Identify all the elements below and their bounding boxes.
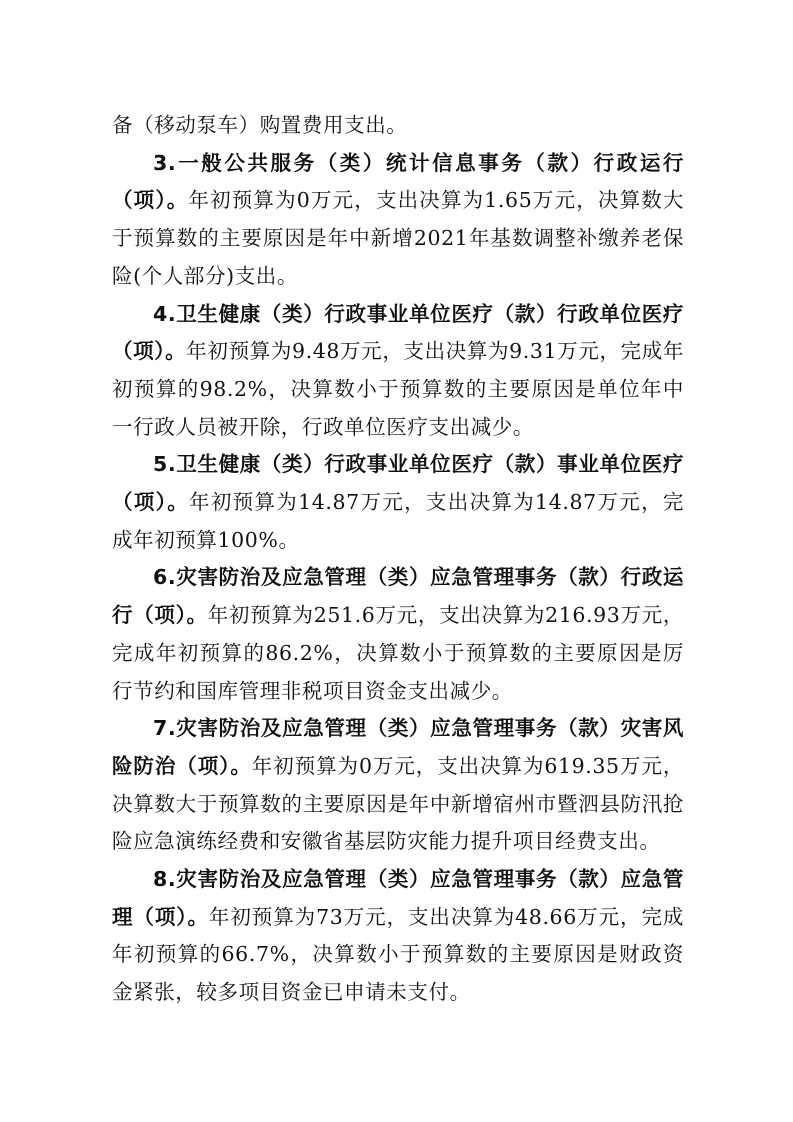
paragraph-item-4 — [112, 296, 684, 447]
paragraph-text: 年初预算为9.48万元，支出决算为9.31万元，完成年初预算的98.2%，决算数小于预算数的主要原因是单位年中一行政人员被开除，行政单位医疗支出减少。 — [112, 339, 684, 439]
paragraph-heading: 8.灾害防治及应急管理（类）应急管理事务（款）应急管理（项）。 — [112, 867, 684, 929]
paragraph-item-8 — [112, 861, 684, 1012]
paragraph-text: 年初预算为0万元，支出决算为1.65万元，决算数大于预算数的主要原因是年中新增2021年基数调整补缴养老保险(个人部分)支出。 — [112, 188, 684, 288]
paragraph-continuation — [112, 107, 684, 145]
paragraph-heading: 7.灾害防治及应急管理（类）应急管理事务（款）灾害风险防治（项）。 — [112, 716, 684, 778]
paragraph-item-5 — [112, 446, 684, 559]
paragraph-text: 年初预算为73万元，支出决算为48.66万元，完成年初预算的66.7%，决算数小于预算数的主要原因是财政资金紧张，较多项目资金已申请未支付。 — [112, 904, 685, 1005]
paragraph-item-3 — [112, 145, 684, 296]
paragraph-heading: 4.卫生健康（类）行政事业单位医疗（款）行政单位医疗（项）。 — [112, 301, 684, 364]
paragraph-text: 年初预算为0万元，支出决算为619.35万元，决算数大于预算数的主要原因是年中新增宿州市暨泗县防汛抢险应急演练经费和安徽省基层防灾能力提升项目经费支出。 — [112, 753, 684, 854]
paragraph-heading: 6.灾害防治及应急管理（类）应急管理事务（款）行政运行（项）。 — [112, 565, 684, 628]
document-body — [112, 107, 684, 1012]
paragraph-text: 年初预算为251.6万元，支出决算为216.93万元，完成年初预算的86.2%，决算数小于预算数的主要原因是厉行节约和国库管理非税项目资金支出减少。 — [112, 603, 684, 703]
paragraph-text: 备（移动泵车）购置费用支出。 — [112, 113, 408, 137]
paragraph-item-6 — [112, 559, 684, 710]
paragraph-item-7 — [112, 710, 684, 861]
paragraph-heading: 5.卫生健康（类）行政事业单位医疗（款）事业单位医疗（项）。 — [112, 452, 684, 515]
paragraph-text: 年初预算为14.87万元，支出决算为14.87万元，完成年初预算100%。 — [112, 490, 685, 552]
paragraph-heading: 3.一般公共服务（类）统计信息事务（款）行政运行（项）。 — [112, 150, 684, 213]
